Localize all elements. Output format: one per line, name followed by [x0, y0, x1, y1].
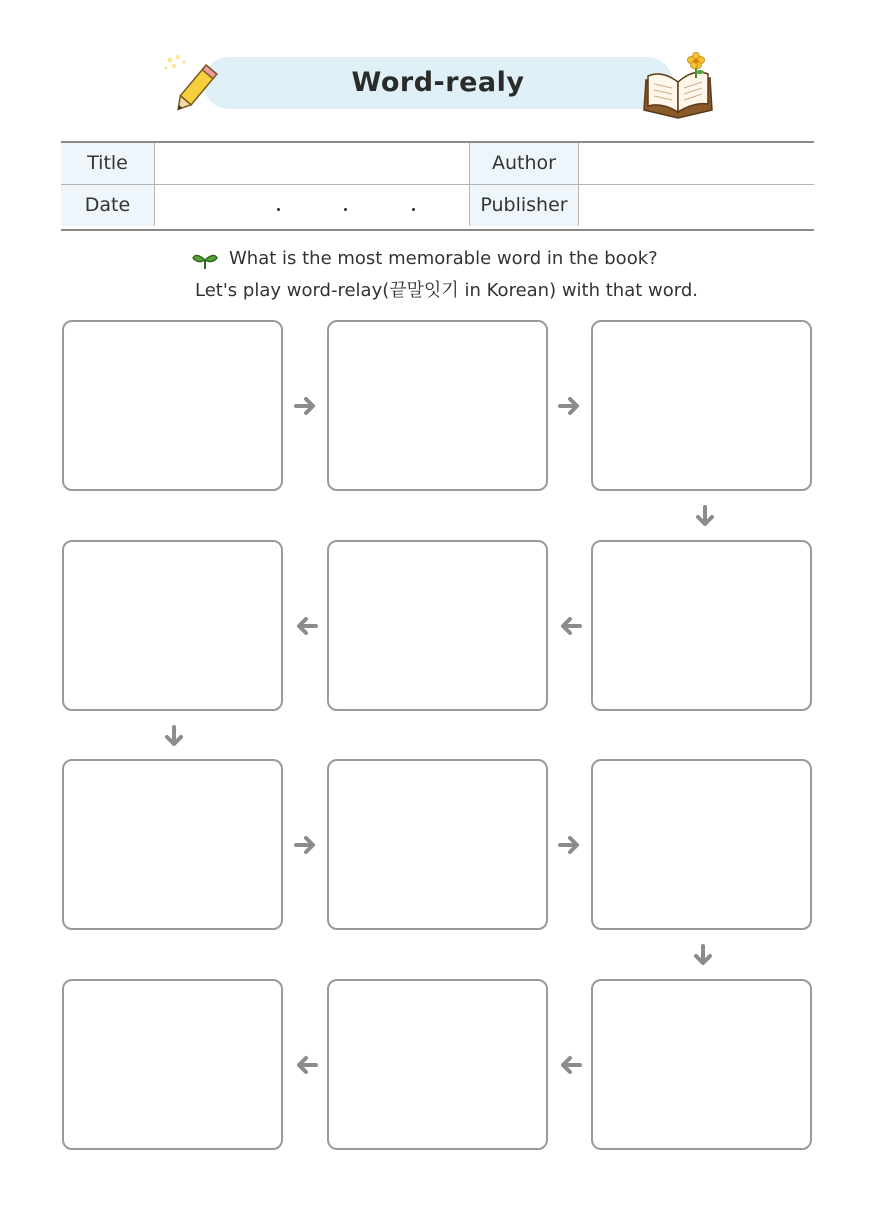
date-label: Date: [61, 185, 155, 226]
arrow-left-icon: [557, 613, 583, 639]
word-box-12[interactable]: [62, 979, 283, 1150]
date-separators: [155, 185, 470, 226]
info-row-date-publisher: [61, 185, 814, 226]
author-field[interactable]: [579, 143, 814, 184]
arrow-down-icon: [161, 724, 187, 750]
publisher-field[interactable]: [579, 185, 814, 226]
arrow-down-icon: [690, 943, 716, 969]
date-dot: [344, 208, 347, 211]
title-field[interactable]: [155, 143, 470, 184]
instruction-question: What is the most memorable word in the book?: [229, 248, 658, 269]
arrow-right-icon: [293, 393, 319, 419]
arrow-down-icon: [692, 504, 718, 530]
word-box-3[interactable]: [591, 320, 812, 491]
sprout-icon: [192, 250, 218, 270]
word-box-6[interactable]: [62, 540, 283, 711]
book-info-table: [61, 141, 814, 231]
arrow-left-icon: [557, 1052, 583, 1078]
pencil-icon: [160, 52, 232, 116]
word-box-1[interactable]: [62, 320, 283, 491]
open-book-icon: [640, 52, 716, 120]
word-box-5[interactable]: [327, 540, 548, 711]
arrow-right-icon: [557, 393, 583, 419]
word-box-2[interactable]: [327, 320, 548, 491]
page-title: Word-realy: [351, 67, 525, 98]
word-box-7[interactable]: [62, 759, 283, 930]
author-label: Author: [470, 143, 579, 184]
arrow-right-icon: [557, 832, 583, 858]
word-box-8[interactable]: [327, 759, 548, 930]
info-row-title-author: [61, 143, 814, 185]
publisher-label: Publisher: [470, 185, 579, 226]
title-label: Title: [61, 143, 155, 184]
word-box-4[interactable]: [591, 540, 812, 711]
date-dot: [277, 208, 280, 211]
date-dot: [412, 208, 415, 211]
word-box-10[interactable]: [591, 979, 812, 1150]
word-box-11[interactable]: [327, 979, 548, 1150]
instruction-directive: Let's play word-relay(끝말잇기 in Korean) with that word.: [195, 280, 698, 301]
arrow-left-icon: [293, 1052, 319, 1078]
arrow-left-icon: [293, 613, 319, 639]
word-box-9[interactable]: [591, 759, 812, 930]
arrow-right-icon: [293, 832, 319, 858]
